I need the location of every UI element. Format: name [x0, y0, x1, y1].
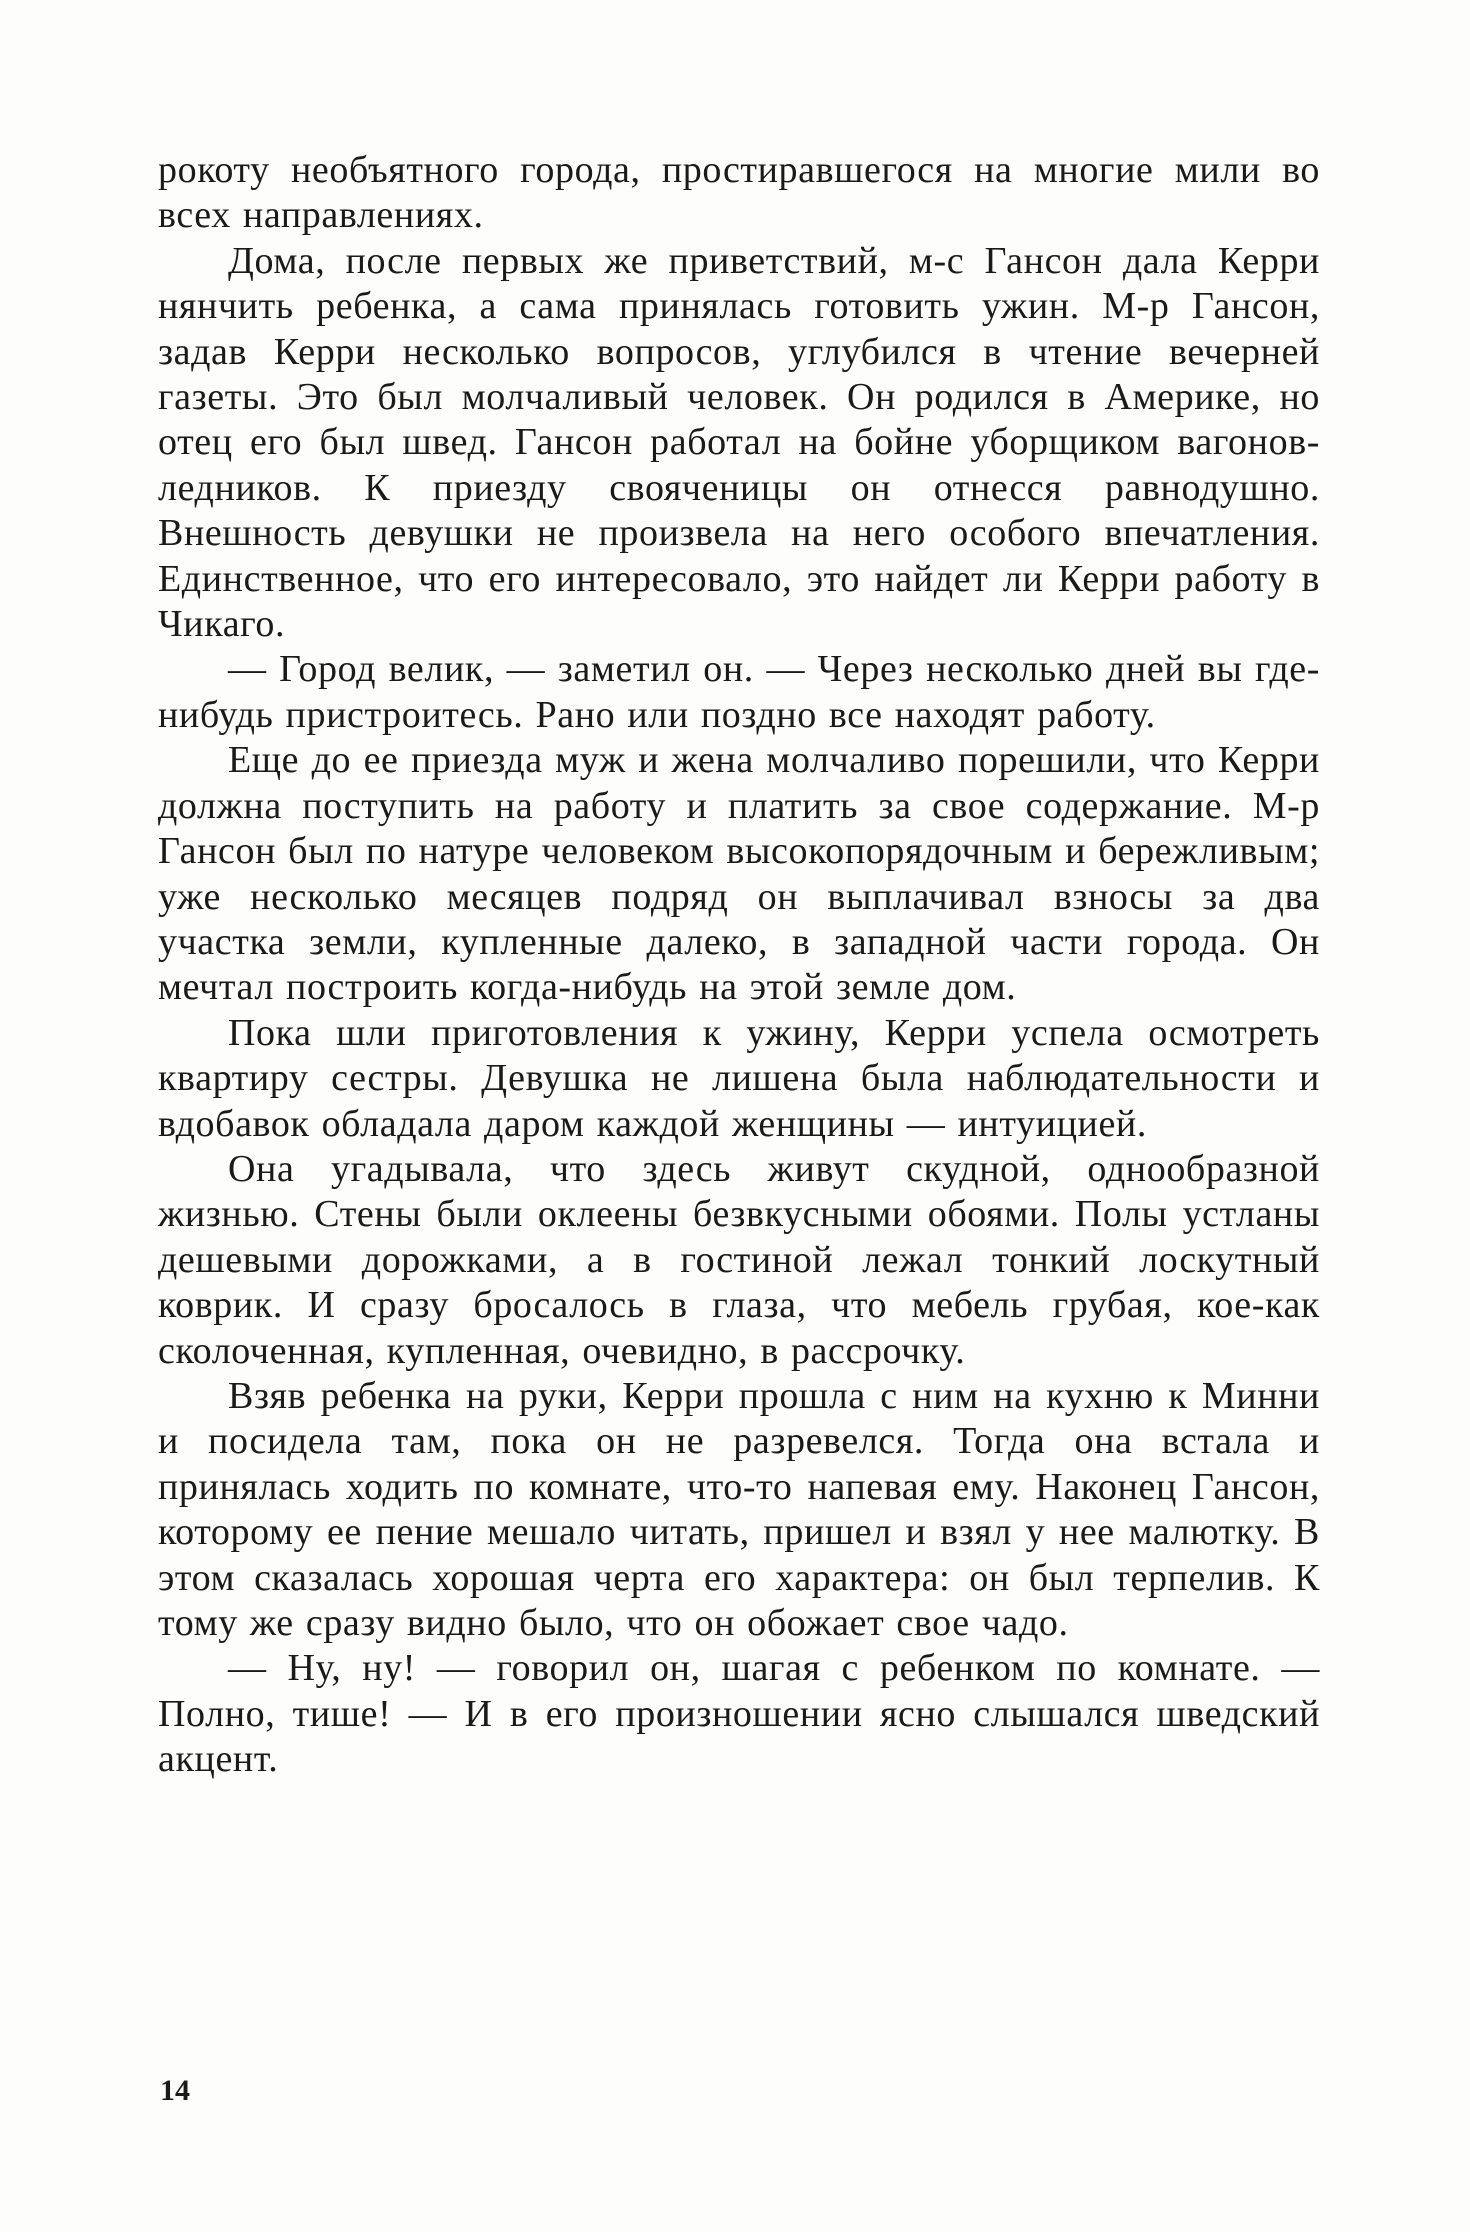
paragraph-7: Взяв ребенка на руки, Керри прошла с ним на кухню к Минни и посидела там, пока он не разревелся. Тогда она встала и принялась ходить по комнате, что-то напевая ему. Наконец Гансон, которому ее пение мешало читать, пришел и взял у нее малютку. В этом сказалась хорошая черта его характера: он был терпелив. К тому же сразу видно было, что он обожает свое чадо. [158, 1374, 1320, 1644]
paragraph-3: — Город велик, — заметил он. — Через несколько дней вы где-нибудь пристроитесь. Рано или поздно все находят работу. [158, 648, 1320, 736]
paragraph-4: Еще до ее приезда муж и жена молчаливо порешили, что Керри должна поступить на работу и платить за свое содержание. М-р Гансон был по натуре человеком высокопорядочным и бережливым; уже несколько месяцев подряд он выплачивал взносы за два участка земли, купленные далеко, в западной части города. Он мечтал построить когда-нибудь на этой земле дом. [158, 739, 1320, 1009]
paragraph-8: — Ну, ну! — говорил он, шагая с ребенком по комнате. — Полно, тише! — И в его произношении ясно слышался шведский акцент. [158, 1647, 1320, 1781]
paragraph-5: Пока шли приготовления к ужину, Керри успела осмотреть квартиру сестры. Девушка не лишена была наблюдательности и вдобавок обладала даром каждой женщины — интуицией. [158, 1011, 1320, 1145]
paragraph-1: рокоту необъятного города, простиравшегося на многие мили во всех направлениях. [158, 149, 1320, 237]
paragraph-2: Дома, после первых же приветствий, м-с Гансон дала Керри нянчить ребенка, а сама принялась готовить ужин. М-р Гансон, задав Керри несколько вопросов, углубился в чтение вечерней газеты. Это был молчаливый человек. Он родился в Америке, но отец его был швед. Гансон работал на бойне уборщиком вагонов-ледников. К приезду свояченицы он отнесся равнодушно. Внешность девушки не произвела на него особого впечатления. Единственное, что его интересовало, это найдет ли Керри работу в Чикаго. [158, 239, 1320, 646]
paragraph-6: Она угадывала, что здесь живут скудной, однообразной жизнью. Стены были оклеены безвкусными обоями. Полы устланы дешевыми дорожками, а в гостиной лежал тонкий лоскутный коврик. И сразу бросалось в глаза, что мебель грубая, кое-как сколоченная, купленная, очевидно, в рассрочку. [158, 1147, 1320, 1372]
text-column [158, 148, 1320, 1783]
page-number: 14 [160, 2074, 190, 2107]
